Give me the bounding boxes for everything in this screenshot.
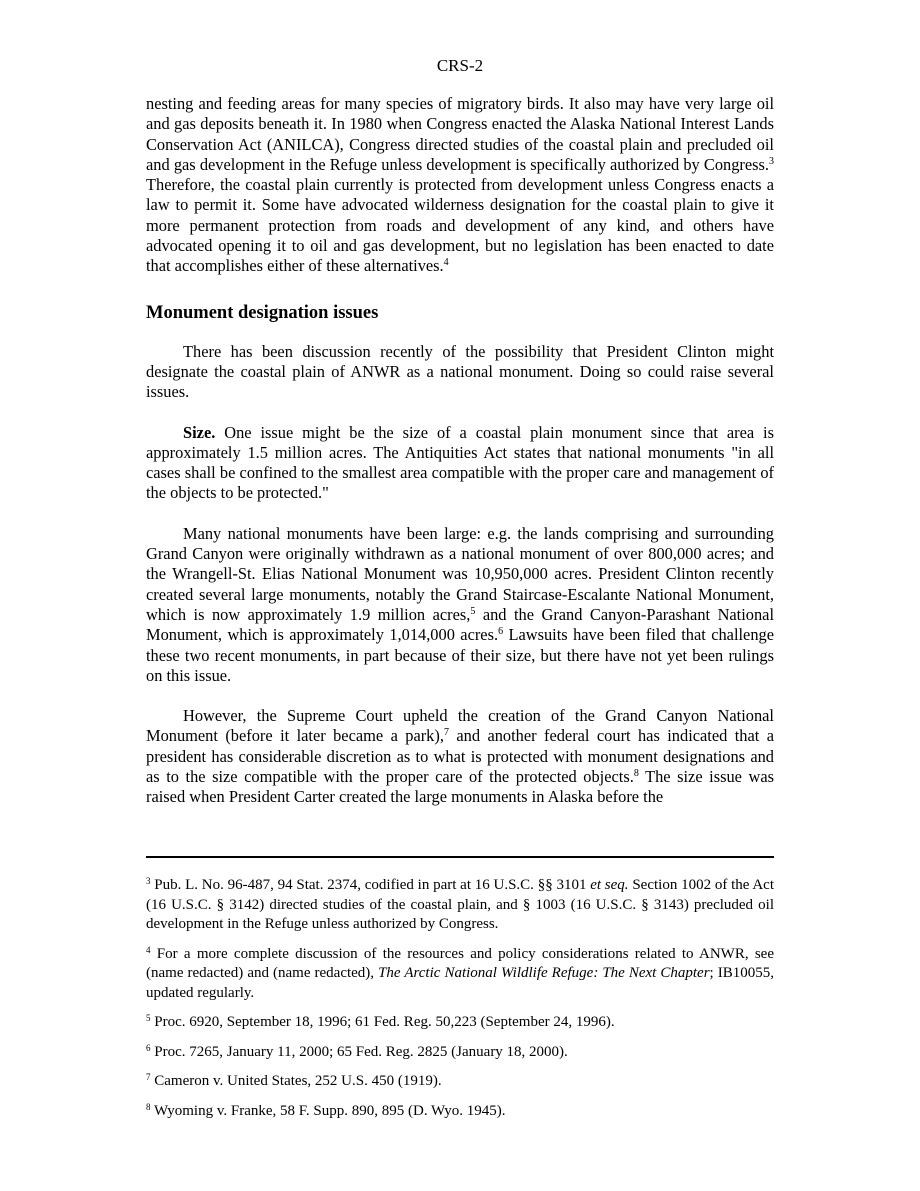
footnote-italic: The Arctic National Wildlife Refuge: The Next Chapter	[378, 965, 710, 981]
p3-text-a: Many national monuments have been large: e.g. the lands comprising and surrounding Grand Canyon were originally withdrawn as a national monument of over 800,000 acres; and the Wrangell-St. Elias National Monument was 10,950,000 acres. President Clinton recently created several large monuments, notably the Grand Staircase-Escalante National Monument, which is now approximately 1.9 million acres,	[146, 523, 774, 624]
footnotes-section	[146, 876, 774, 1131]
footnote-number: 7	[146, 1072, 151, 1082]
section-heading: Monument designation issues	[146, 302, 379, 323]
intro-text-a: nesting and feeding areas for many species of migratory birds. It also may have very large oil and gas deposits beneath it. In 1980 when Congress enacted the Alaska National Interest Lands Conservation Act (ANILCA), Congress directed studies of the coastal plain and precluded oil and gas development in the Refuge unless development is specifically authorized by Congress.	[146, 94, 774, 174]
body-text	[146, 94, 774, 808]
footnote-text-end: Section 1002 of the Act (16 U.S.C. § 3142) directed studies of the coastal plain, and § 1003 (16 U.S.C. § 3143) precluded oil development in the Refuge unless authorized by Congress.	[146, 877, 775, 932]
size-text: One issue might be the size of a coastal plain monument since that area is approximately 1.5 million acres. The Antiquities Act states that national monuments "in all cases shall be confined to the smallest area compatible with the proper care and management of the objects to be protected."	[146, 422, 774, 503]
footnote-text: Pub. L. No. 96-487, 94 Stat. 2374, codified in part at 16 U.S.C. §§ 3101	[154, 877, 591, 893]
footnote-item	[146, 1102, 774, 1122]
footnote-text: Cameron v. United States, 252 U.S. 450 (1919).	[154, 1073, 442, 1089]
footnote-divider	[146, 856, 774, 858]
size-lead: Size.	[183, 422, 216, 442]
footnote-number: 5	[146, 1013, 151, 1023]
footnote-item	[146, 945, 774, 1004]
footnote-text-end: ; IB10055, updated regularly.	[146, 965, 774, 1001]
page-number-header: CRS-2	[436, 56, 484, 75]
footnote-number: 6	[146, 1042, 151, 1053]
footnote-item	[146, 1043, 774, 1063]
footnote-number: 4	[146, 944, 151, 955]
p3-text-c: Lawsuits have been filed that challenge these two recent monuments, in part because of their size, but there have not yet been rulings on this issue.	[146, 625, 774, 685]
footnote-ref-4[interactable]: 4	[443, 257, 449, 269]
p4-text-a: However, the Supreme Court upheld the creation of the Grand Canyon National Monument (before it later became a park),	[146, 706, 774, 746]
footnote-text: Proc. 6920, September 18, 1996; 61 Fed. Reg. 50,223 (September 24, 1996).	[154, 1014, 615, 1030]
footnote-ref-8[interactable]: 8	[633, 768, 639, 780]
p4-text-b: and another federal court has indicated that a president has considerable discretion as to what is protected with monument designations and as to the size compatible with the proper care of the protected objects.	[146, 726, 774, 787]
paragraph-discussion: There has been discussion recently of the possibility that President Clinton might designate the coastal plain of ANWR as a national monument. Doing so could raise several issues.	[146, 341, 774, 402]
footnote-text: Wyoming v. Franke, 58 F. Supp. 890, 895 (D. Wyo. 1945).	[153, 1102, 506, 1119]
p4-text-c: The size issue was raised when President Carter created the large monuments in Alaska before the	[146, 767, 774, 807]
paragraph-large-monuments	[146, 524, 774, 686]
paragraph-size	[146, 423, 774, 504]
intro-text-b: Therefore, the coastal plain currently is protected from development unless Congress enacts a law to permit it. Some have advocated wilderness designation for the coastal plain to give it more permanent protection from roads and development of any kind, and others have advocated opening it to oil and gas development, but no legislation has been enacted to date that accomplishes either of these alternatives.	[146, 175, 774, 276]
footnote-italic: et seq.	[590, 877, 629, 893]
footnote-ref-6[interactable]: 6	[498, 626, 504, 638]
footnote-number: 8	[146, 1101, 151, 1112]
footnote-item	[146, 1013, 774, 1033]
p3-text-b: and the Grand Canyon-Parashant National Monument, which is approximately 1,014,000 acres.	[146, 604, 775, 645]
footnote-item	[146, 876, 774, 935]
footnote-number: 3	[146, 876, 151, 886]
intro-paragraph	[146, 94, 774, 277]
footnote-text: For a more complete discussion of the resources and policy considerations related to ANWR, see (name redacted) and (name redacted),	[146, 945, 774, 981]
footnote-text: Proc. 7265, January 11, 2000; 65 Fed. Reg. 2825 (January 18, 2000).	[154, 1043, 568, 1060]
footnote-ref-5[interactable]: 5	[470, 605, 476, 617]
paragraph-supreme-court	[146, 706, 774, 807]
footnote-item	[146, 1072, 774, 1092]
footnote-ref-3[interactable]: 3	[769, 155, 774, 167]
footnote-ref-7[interactable]: 7	[443, 727, 449, 739]
